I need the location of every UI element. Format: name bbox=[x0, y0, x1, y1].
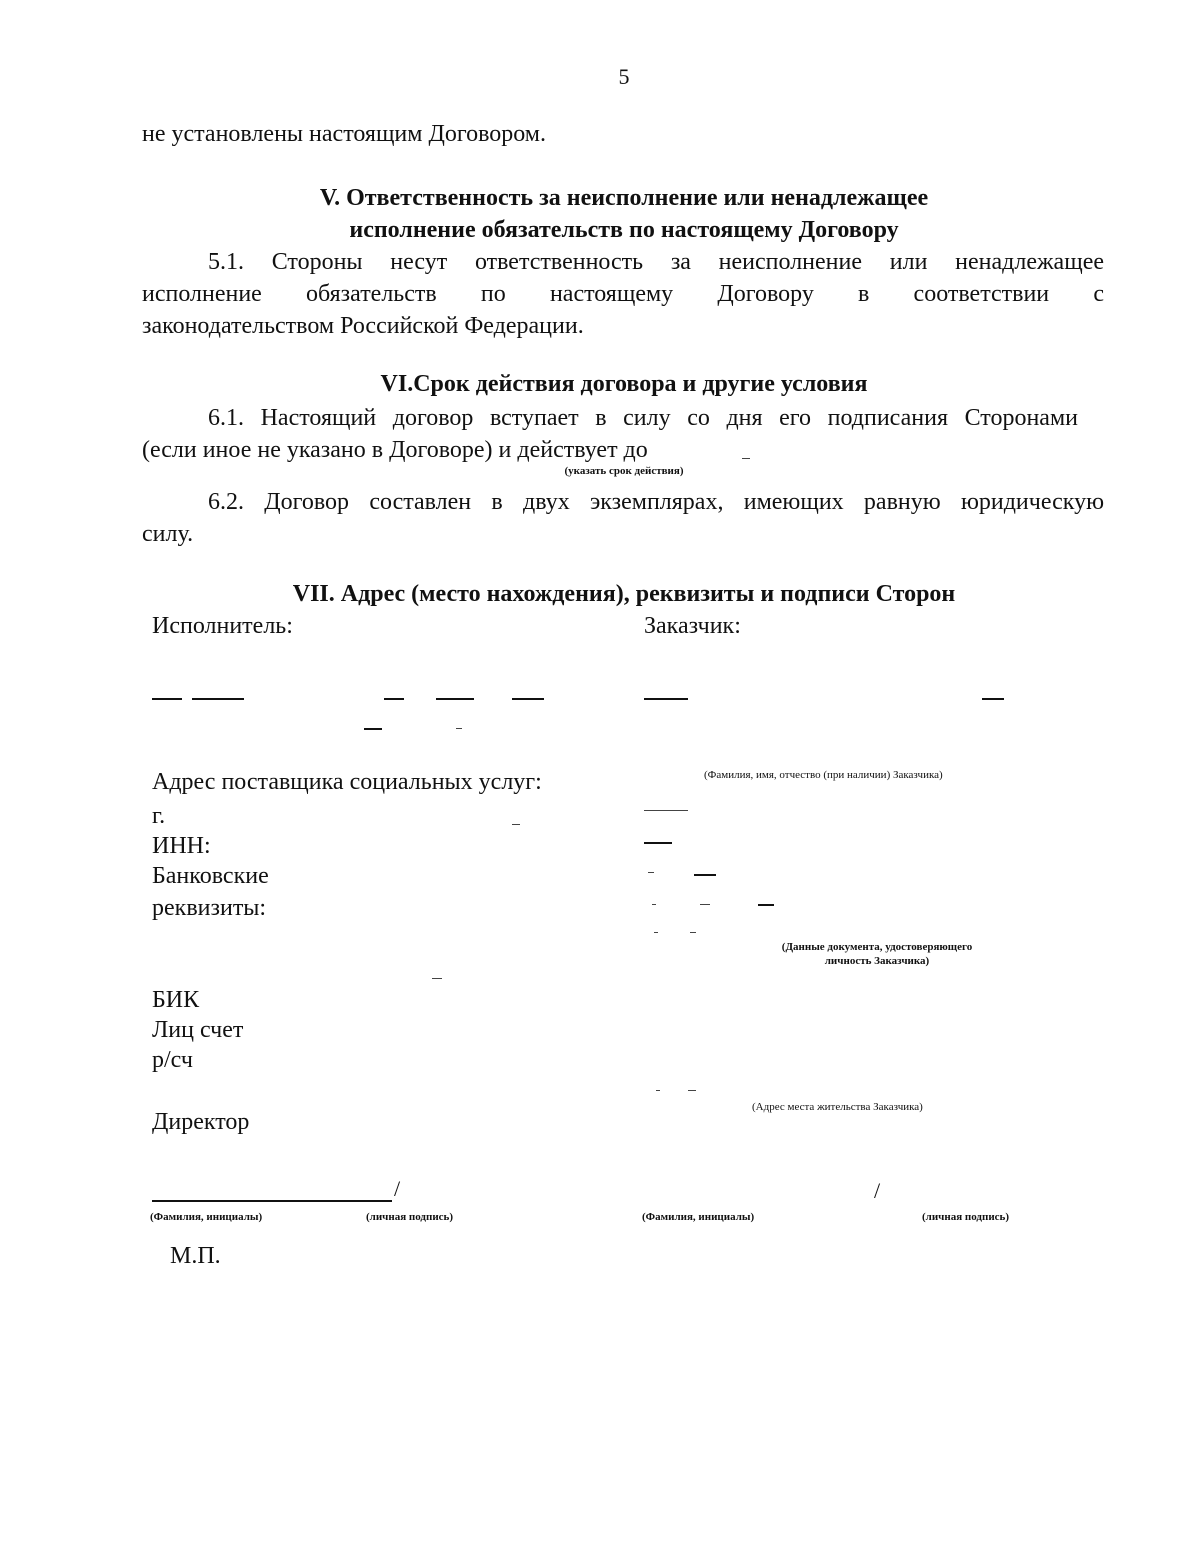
customer-line bbox=[688, 1090, 696, 1091]
customer-line bbox=[656, 1090, 660, 1091]
city-line bbox=[512, 824, 520, 825]
customer-name-hint: (Фамилия, инициалы) bbox=[642, 1211, 755, 1223]
customer-line bbox=[694, 874, 716, 876]
customer-signature-slash: / bbox=[874, 1178, 881, 1203]
paragraph-6-2-line1: 6.2. Договор составлен в двух экземплярах, имеющих равную юридическую bbox=[208, 489, 1104, 515]
section5-title-line2: исполнение обязательств по настоящему Договору bbox=[349, 217, 899, 243]
city-label: г. bbox=[152, 803, 166, 829]
account-label: Лиц счет bbox=[152, 1017, 244, 1043]
customer-fio-hint: (Фамилия, имя, отчество (при наличии) Заказчика) bbox=[704, 769, 943, 781]
executor-label: Исполнитель: bbox=[152, 613, 293, 639]
page-number: 5 bbox=[618, 64, 630, 89]
customer-document-hint-line1: (Данные документа, удостоверяющего bbox=[781, 941, 973, 953]
customer-label: Заказчик: bbox=[644, 613, 741, 639]
paragraph-6-2-line2: силу. bbox=[142, 521, 194, 547]
customer-line bbox=[648, 872, 654, 873]
paragraph-5-1-line2: исполнение обязательств по настоящему Договору в соответствии с bbox=[142, 281, 1104, 307]
executor-sign-hint: (личная подпись) bbox=[366, 1211, 454, 1223]
intro-line: не установлены настоящим Договором. bbox=[142, 121, 546, 147]
customer-sign-hint: (личная подпись) bbox=[922, 1211, 1010, 1223]
director-label: Директор bbox=[152, 1109, 250, 1135]
executor-name-hint: (Фамилия, инициалы) bbox=[150, 1211, 263, 1223]
section6-title: VI.Срок действия договора и другие условия bbox=[380, 371, 868, 397]
section7-title: VII. Адрес (место нахождения), реквизиты и подписи Сторон bbox=[292, 581, 956, 607]
executor-name-line bbox=[456, 728, 462, 729]
bik-label: БИК bbox=[152, 987, 200, 1013]
executor-name-line bbox=[384, 698, 404, 700]
stamp-place: М.П. bbox=[170, 1243, 221, 1269]
bank-label-line1: Банковские bbox=[152, 863, 269, 889]
paragraph-5-1-line1: 5.1. Стороны несут ответственность за неисполнение или ненадлежащее bbox=[208, 249, 1104, 275]
supplier-address-label: Адрес поставщика социальных услуг: bbox=[152, 769, 542, 795]
executor-signature-slash: / bbox=[394, 1176, 401, 1201]
paragraph-5-1-line3: законодательством Российской Федерации. bbox=[142, 313, 584, 339]
customer-line bbox=[652, 904, 656, 905]
customer-line bbox=[690, 932, 696, 933]
customer-name-line bbox=[644, 698, 688, 700]
customer-line bbox=[758, 904, 774, 906]
customer-line bbox=[654, 932, 658, 933]
paragraph-6-1-line1: 6.1. Настоящий договор вступает в силу со дня его подписания Сторонами bbox=[208, 405, 1078, 431]
executor-name-line bbox=[436, 698, 474, 700]
customer-line bbox=[700, 904, 710, 905]
bank-label-line2: реквизиты: bbox=[152, 895, 267, 921]
executor-name-line bbox=[512, 698, 544, 700]
customer-line bbox=[644, 842, 672, 844]
executor-name-line bbox=[364, 728, 382, 730]
bank-line bbox=[432, 978, 442, 979]
executor-signature-line bbox=[152, 1200, 392, 1202]
term-hint: (указать срок действия) bbox=[564, 465, 684, 477]
term-blank-line bbox=[742, 458, 750, 459]
customer-document-hint-line2: личность Заказчика) bbox=[824, 955, 930, 967]
settlement-account-label: р/сч bbox=[152, 1047, 193, 1073]
executor-name-line bbox=[152, 698, 182, 700]
inn-label: ИНН: bbox=[152, 833, 211, 859]
paragraph-6-1-line2: (если иное не указано в Договоре) и действует до bbox=[142, 437, 648, 463]
customer-address-hint: (Адрес места жительства Заказчика) bbox=[752, 1101, 923, 1113]
customer-name-line bbox=[982, 698, 1004, 700]
section5-title-line1: V. Ответственность за неисполнение или ненадлежащее bbox=[319, 185, 929, 211]
customer-line bbox=[644, 810, 688, 811]
executor-name-line bbox=[192, 698, 244, 700]
